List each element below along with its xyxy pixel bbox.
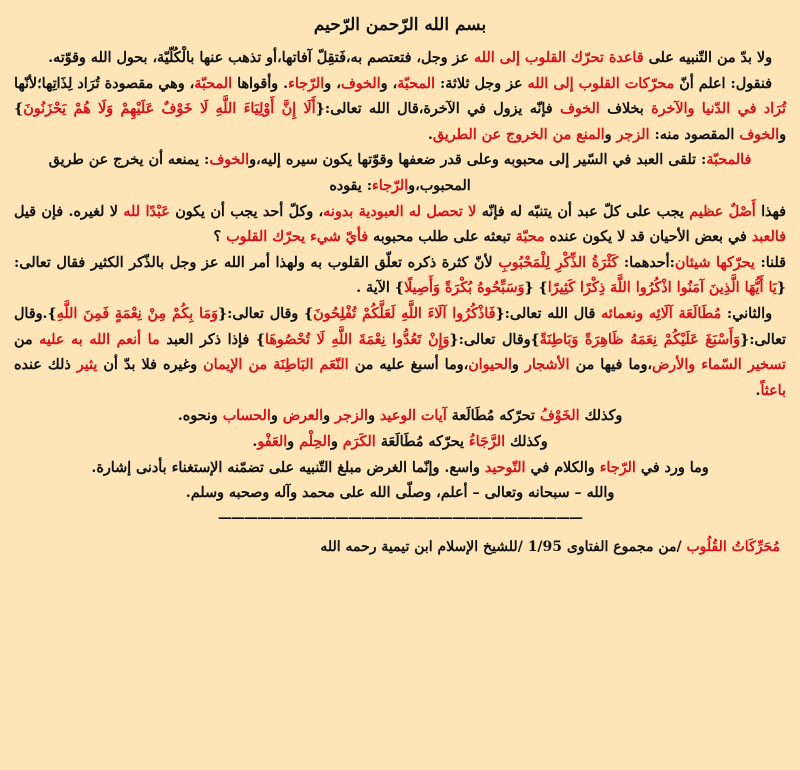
highlighted-phrase: الخوف [739,126,780,143]
highlighted-phrase: محبّة [515,229,545,246]
basmala-heading: بسم الله الرّحمن الرّحيم [313,15,487,35]
highlighted-phrase: عَبْدًا لله [123,203,170,220]
text-segment: . وأقواها [232,75,289,92]
highlighted-phrase: العرض [282,408,324,425]
highlighted-phrase: ما أنعم الله به عليه [39,331,160,348]
paragraph-three-movers [14,72,786,149]
text-segment: /للشيخ الإسلام ابن تيمية رحمه الله [320,538,528,555]
text-segment: : تلقى العبد في السّير إلى محبوبه وعلى قدر ضعفها وقوّتها يكون سيره إليه،و [249,152,707,169]
text-segment: لأنّ كثرة ذكره تعلّق القلوب به ولهذا أمر الله عز وجل بالذّكر الكثير فقال تعالى:{ [14,254,786,297]
text-segment: لا لغيره. فإن قيل [14,203,124,220]
text-segment: } { [524,280,548,297]
highlighted-phrase: أَلَا إِنَّ أَوْلِيَاءَ اللَّهِ لَا خَوْفٌ عَلَيْهِمْ وَلَا هُمْ يَحْزَنُونَ [23,101,316,118]
text-segment: المقصود منه: [649,126,740,143]
text-segment: }وقال تعالى:{ [449,331,540,348]
text-segment: تبعثه على طلب محبوبه [368,229,516,246]
highlighted-phrase: النّعَم البَاطِنَة من الإيمان [203,357,349,374]
text-segment: فهذا [755,203,786,220]
highlighted-phrase: وَسَبِّحُوهُ بُكْرَةً وَأَصِيلًا [404,280,525,297]
text-segment: } و [14,101,786,143]
text-segment: . [427,126,433,143]
text-segment: قال الله تعالى:{ [495,305,602,322]
text-segment: ولا بدّ من التّنبيه على [643,50,772,66]
text-segment: و [511,357,525,374]
highlighted-phrase: الزجر [335,408,368,425]
paragraph-introduction [14,46,786,72]
highlighted-phrase: مُحَرِّكَاتُ القُلُوب [686,538,780,555]
text-segment: ، وكلّ أحد يجب أن يكون [169,203,324,220]
text-segment: والثاني: [721,305,772,322]
text-segment: والكلام في [525,459,600,476]
paragraph-great-principle [14,200,786,251]
highlighted-phrase: فَاذْكُرُوا آلَاءَ اللَّهِ لَعَلَّكُمْ تُفْلِحُونَ [313,305,496,322]
highlighted-phrase: تسخير السّماء والأرض [651,357,786,374]
text-segment: فنقول: اعلم أنّ [674,75,772,92]
text-segment: ، و [380,75,398,92]
highlighted-phrase: يَا أَيُّهَا الَّذِينَ آمَنُوا اذْكُرُوا اللَّهَ ذِكْرًا كَثِيرًا [547,280,777,297]
highlighted-phrase: الحِلْم [299,433,331,450]
text-segment: يجب على كلّ عبد أن يتنبّه له فإنّه [476,203,690,220]
text-segment: :أحدهما: [618,254,675,271]
highlighted-phrase: الكَرَم [342,433,376,450]
text-segment: و [367,408,380,425]
text-segment: عز وجل، فتعتصم به،فَتقِلّ آفاتها،أو تذهب عنها بالْكُلّيّة، بحول الله وقوّته. [48,50,474,66]
highlighted-phrase: فالمحبّة [706,152,752,169]
highlighted-phrase: تُرَاد في الدّنيا والآخرة [651,101,787,118]
highlighted-phrase: الخوف [560,101,600,118]
highlighted-phrase: فالعبد [751,229,786,246]
text-segment: ،وما فيها من [569,357,652,374]
highlighted-phrase: وَإِنْ تَعُدُّوا نِعْمَةَ اللَّهِ لَا تُحْصُوهَا [265,331,450,348]
paragraph-first-mover [14,251,786,302]
text-segment: فإنّه يزول في الآخرة،قال الله تعالى:{ [315,101,561,118]
text-segment: /من مجموع الفتاوى [562,538,687,555]
highlighted-phrase: الزجر [616,126,650,143]
text-segment: و [330,433,343,450]
highlighted-phrase: الأشجار [524,357,570,374]
highlighted-phrase: الخوف [209,152,250,169]
highlighted-phrase: يحرّكها شيئان [674,254,755,271]
highlighted-phrase: باعثاً [760,382,786,399]
text-segment: : يمنعه أن يخرج عن طريق المحبوب،و [48,152,471,194]
text-segment: في بعض الأحيان قد لا يكون عنده [544,229,752,246]
text-segment: و [270,408,283,425]
highlighted-phrase: لا تحصل له العبودية بدونه [323,203,477,220]
text-segment: : يقوده [329,177,373,194]
text-segment: } الآية . [356,280,404,297]
highlighted-phrase: المحبّة [397,75,435,92]
highlighted-phrase: وَمَا بِكُمْ مِنْ نِعْمَةٍ فَمِنَ اللَّهِ [56,305,218,322]
text-segment: . [755,382,761,399]
text-segment: وما ورد في [635,459,709,476]
text-segment: } فإذا ذكر العبد [159,331,266,348]
highlighted-phrase: فأيّ شيء يحرّك القلوب [226,229,369,246]
highlighted-phrase: الخَوْفُ [539,408,580,425]
paragraph-salutation [14,481,786,507]
paragraph-second-mover [14,302,786,404]
text-segment: } وقال تعالى:{ [217,305,314,322]
highlighted-phrase: محرّكات القلوب إلى الله [527,75,675,92]
paragraph-closing-note [14,456,786,482]
text-segment: وغيره فلا بدّ أن [97,357,204,374]
highlighted-phrase: يثير [76,357,98,374]
paragraph-hope-mover [14,430,786,456]
text-segment: 1/95 [527,538,563,555]
highlighted-phrase: الرّجاء [599,459,636,476]
text-segment: واسع. وإنّما الغرض مبلغ التّنبيه على تضمّنه الإستغناء بأدنى إشارة. [91,459,485,476]
text-segment: بخلاف [599,101,652,118]
highlighted-phrase: كَثْرَةُ الذِّكْرِ لِلْمَحْبُوبِ [498,254,619,271]
highlighted-phrase: الرّجاء [372,177,409,194]
highlighted-phrase: أَصْلٌ عظيم [689,203,756,220]
text-segment: ، و [324,75,341,92]
highlighted-phrase: الرّجاء [288,75,325,92]
text-segment: يحرّكه مُطَالَعَة [375,433,469,450]
highlighted-phrase: المحبّة [194,75,233,92]
text-segment: و [323,408,336,425]
separator-rule: ———————————————————————————— [218,509,582,526]
highlighted-phrase: قاعدة تحرّك القلوب إلى الله [473,50,644,66]
text-segment: قلنا: [754,254,787,271]
text-segment: ونحوه. [177,408,223,425]
text-segment: ، وهي مقصودة تُرَاد لِذَاتِها؛لأنّها [14,75,195,92]
text-segment: وكذلك [505,433,548,450]
text-segment: من [14,331,40,348]
text-segment: والله – سبحانه وتعالى – أعلم، وصلّى الله على محمد وآله وصحبه وسلم. [185,485,615,502]
highlighted-phrase: الرَّجَاءُ [468,433,506,450]
highlighted-phrase: الخوف [340,75,381,92]
text-segment: و [287,433,300,450]
highlighted-phrase: الحساب [222,408,271,425]
highlighted-phrase: التّوحيد [484,459,526,476]
text-segment: عز وجل ثلاثة: [434,75,528,92]
text-segment: ؟ [213,229,227,246]
highlighted-phrase: العَفْو [257,433,288,450]
text-segment: }.وقال تعالى:{ [14,305,786,348]
text-segment: تحرّكه مُطَالَعة [446,408,540,425]
highlighted-phrase: مُطَالَعَة آلَائِه ونعمائه [601,305,722,322]
text-segment: ،وما أسبغ عليه من [348,357,469,374]
text-segment: وكذلك [579,408,623,425]
highlighted-phrase: المنع من الخروج عن الطريق [432,126,605,143]
text-segment: و [604,126,617,143]
highlighted-phrase: وَأَسْبَغَ عَلَيْكُمْ نِعَمَهُ ظَاهِرَةً وَبَاطِنَةً [539,331,741,348]
paragraph-love-fear-hope [14,148,786,199]
highlighted-phrase: الحيوان [468,357,512,374]
text-segment: ذلك عنده [14,357,77,374]
source-citation [14,535,786,559]
text-segment: . [252,433,258,450]
paragraph-fear-mover [14,404,786,430]
highlighted-phrase: آيات الوعيد [379,408,447,425]
